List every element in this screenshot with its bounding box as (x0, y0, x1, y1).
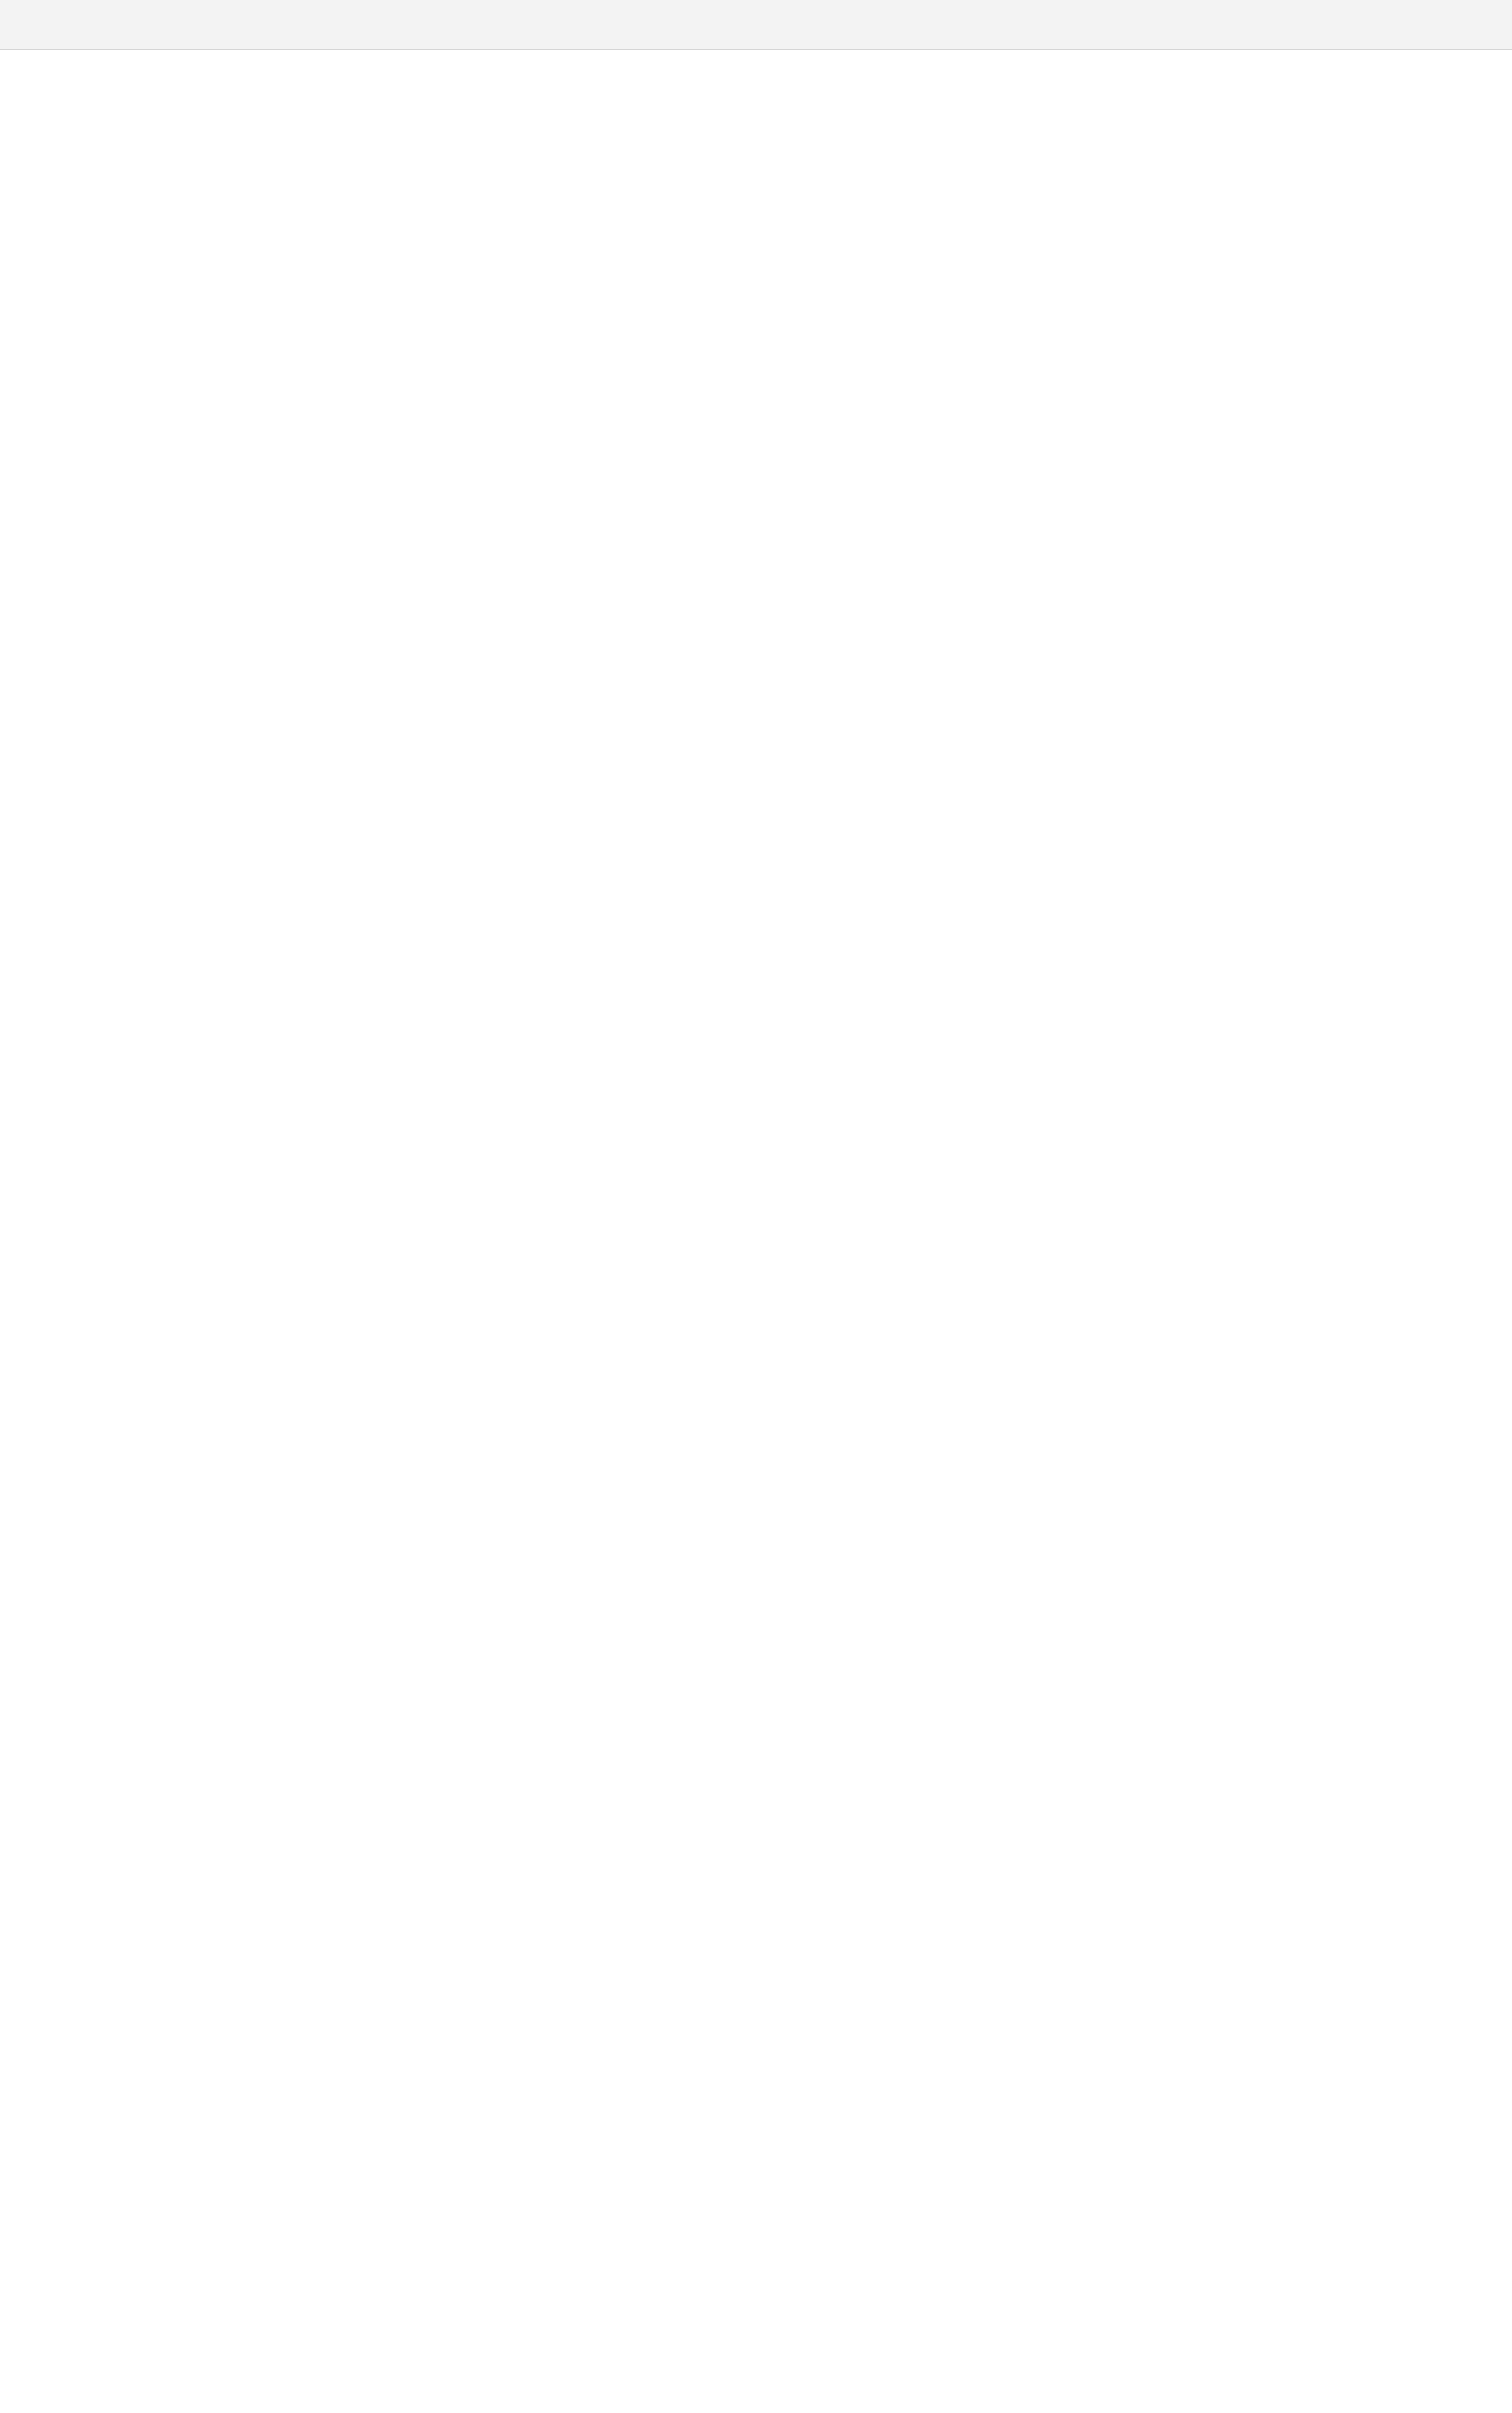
main-content (0, 50, 1512, 2413)
title-bar (0, 0, 1512, 50)
